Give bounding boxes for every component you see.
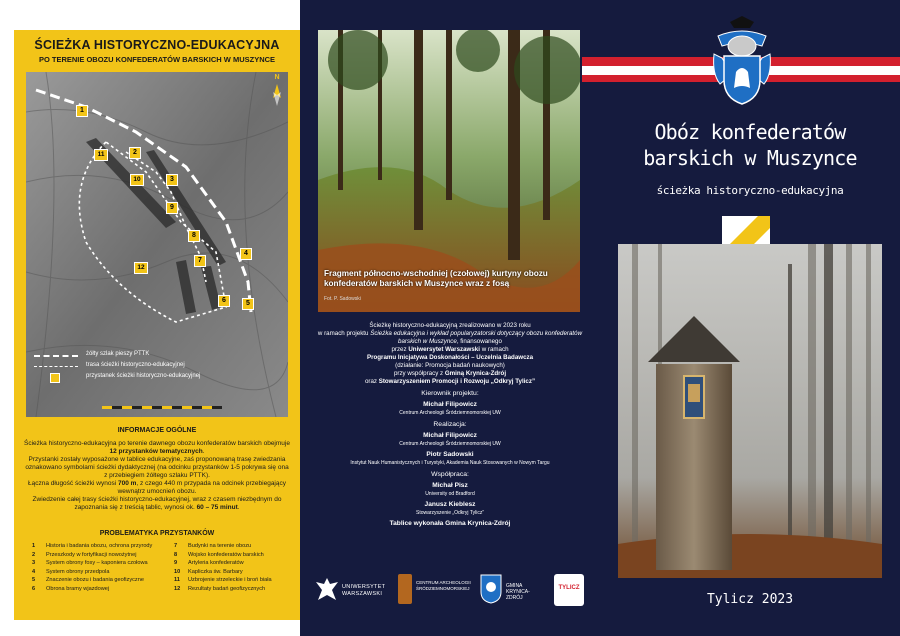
problem-item	[174, 559, 304, 568]
map-scale-bar	[102, 406, 222, 409]
legend-line-trail	[34, 366, 78, 367]
problem-item	[174, 585, 304, 594]
legend-item-stop	[34, 372, 284, 383]
program-name: Programu Inicjatywa Doskonałości – Uczelnia Badawcza	[366, 354, 534, 361]
problem-text: Obrona bramy wjazdowej	[46, 585, 110, 592]
info-paragraph-2: Przystanki zostały wyposażone w tablice edukacyjne, zaś proponowaną trasę zwiedzania oznakowano symbolami ścieżki dydaktycznej (na odcinku przystanków 1-5 pokrywa się ona z przebiegiem żółtego szlaku PTTK).	[25, 456, 289, 479]
info-p3-c: , z czego 440 m przypada na odcinek przebiegający wewnątrz umocnień obozu.	[117, 480, 286, 495]
problems-left-column	[32, 542, 162, 594]
problem-text: System obrony przedpola	[46, 568, 110, 575]
problem-item	[32, 542, 162, 551]
problem-item	[174, 542, 304, 551]
problem-number: 12	[174, 585, 181, 592]
gmina-logo	[480, 574, 546, 608]
stop-marker-4-label: 4	[244, 250, 248, 257]
project-info-line-1: Ścieżkę historyczno-edukacyjną zrealizowano w 2023 roku	[369, 322, 531, 329]
project-info	[310, 322, 590, 528]
manager-affiliation: Centrum Archeologii Śródziemnomorskiej UW	[399, 410, 501, 416]
partner-gmina: Gminą Krynica-Zdrój	[444, 370, 507, 377]
map-legend	[34, 350, 284, 383]
problem-number: 9	[174, 560, 178, 567]
main-title-line-2: barskich w Muszynce	[643, 146, 857, 170]
problem-number: 2	[32, 551, 36, 558]
stop-marker-4[interactable]	[240, 248, 252, 260]
info-paragraph-1	[24, 440, 290, 456]
info-p4-c: .	[237, 504, 240, 511]
info-p4-b: 60 – 75 minut	[196, 504, 238, 511]
cooperation-label: Współpraca:	[431, 471, 469, 478]
photo-credit: Fot. P. Sadowski	[324, 296, 361, 302]
problem-text: Budynki na terenie obozu	[188, 543, 252, 549]
stop-marker-9[interactable]	[166, 202, 178, 214]
legend-stop-marker	[50, 373, 60, 383]
problem-number: 5	[32, 577, 36, 584]
eagle-icon	[314, 576, 340, 606]
stop-marker-6[interactable]	[218, 295, 230, 307]
photo-caption: Fragment północno-wschodniej (czołowej) kurtyny obozu konfederatów barskich w Muszynce wraz z fosą	[324, 269, 548, 288]
info-title: INFORMACJE OGÓLNE	[117, 427, 197, 434]
stop-marker-1[interactable]	[76, 105, 88, 117]
project-name: Ścieżka edukacyjna i wykład popularyzatorski dotyczący obozu konfederatów barskich w Muszynce	[370, 330, 583, 345]
project-info-line-3	[310, 346, 590, 354]
problem-number: 8	[174, 551, 178, 558]
stop-marker-12-label: 12	[137, 264, 145, 271]
project-info-p6: przy współpracy z	[393, 370, 444, 377]
coat-of-arms-icon	[710, 14, 774, 108]
partner-association: Stowarzyszeniem Promocji i Rozwoju „Odkryj Tylicz”	[378, 378, 536, 385]
centrum-logo-text: CENTRUM ARCHEOLOGII ŚRÓDZIEMNOMORSKIEJ	[416, 580, 471, 591]
info-p3-a: Łączna długość ścieżki wynosi	[28, 480, 118, 487]
stop-marker-8-label: 8	[192, 232, 196, 239]
problem-text: Wojsko konfederatów barskich	[188, 551, 264, 558]
trail-map	[26, 72, 288, 417]
manager-label: Kierownik projektu:	[421, 390, 479, 397]
problem-text: Znaczenie obozu i badania geofizyczne	[46, 577, 144, 584]
problem-item	[32, 585, 162, 594]
problem-text: Rezultaty badań geofizycznych	[188, 585, 266, 592]
problem-item	[32, 568, 162, 577]
problem-text: Przeszkody w fortyfikacji nowożytnej	[46, 551, 137, 558]
realization-affiliation-1: Centrum Archeologii Śródziemnomorskiej UW	[399, 441, 501, 447]
left-panel-subtitle: PO TERENIE OBOZU KONFEDERATÓW BARSKICH W MUSZYNCE	[38, 55, 276, 64]
problems-title: PROBLEMATYKA PRZYSTANKÓW	[99, 530, 215, 537]
stop-marker-9-label: 9	[170, 204, 174, 211]
stop-marker-11[interactable]	[94, 149, 108, 161]
uw-logo-text: UNIWERSYTET WARSZAWSKI	[342, 584, 386, 597]
program-action: (działanie: Promocja badań naukowych)	[395, 362, 505, 369]
problem-number: 7	[174, 543, 178, 549]
problem-text: Historia i badania obozu, ochrona przyrody	[46, 543, 153, 549]
centrum-logo	[398, 574, 474, 608]
stop-marker-7-label: 7	[198, 257, 202, 264]
shrine-photo-graphic	[618, 244, 882, 578]
main-subtitle: ścieżka historyczno-edukacyjna	[656, 184, 844, 197]
project-info-p2-end: , finansowanego	[456, 338, 502, 345]
problem-number: 10	[174, 568, 181, 575]
problem-item	[32, 551, 162, 560]
stop-marker-8[interactable]	[188, 230, 200, 242]
stop-marker-10-label: 10	[133, 176, 141, 183]
tylicz-logo	[554, 574, 584, 606]
main-title-line-1: Obóz konfederatów	[654, 120, 846, 144]
problem-number: 3	[32, 560, 36, 567]
stop-marker-3[interactable]	[166, 174, 178, 186]
coat-of-arms	[710, 14, 774, 108]
stop-marker-3-label: 3	[170, 176, 174, 183]
project-info-p2: w ramach projektu	[317, 330, 369, 337]
legend-item-trail	[34, 361, 284, 372]
problem-item	[174, 576, 304, 585]
info-p1-c: .	[202, 448, 205, 455]
problem-text: Kapliczka św. Barbary	[188, 568, 243, 575]
manager-name: Michał Filipowicz	[423, 401, 477, 408]
gmina-logo-text: GMINA KRYNICA-ZDRÓJ	[506, 583, 530, 601]
info-paragraph-3	[24, 480, 290, 496]
info-paragraph-4	[24, 496, 290, 512]
problem-item	[32, 559, 162, 568]
partner-logos	[312, 572, 588, 612]
cooperation-affiliation-1: University od Bradford	[425, 491, 475, 497]
cooperation-affiliation-2: Stowarzyszenie „Odkryj Tylicz”	[416, 510, 484, 516]
problem-item	[174, 568, 304, 577]
stop-marker-11-label: 11	[97, 151, 105, 158]
legend-item-pttk	[34, 350, 284, 361]
problem-item	[174, 551, 304, 560]
problem-text: Uzbrojenie strzeleckie i broń biała	[188, 577, 272, 584]
info-text	[24, 440, 290, 512]
problem-item	[32, 576, 162, 585]
legend-line-pttk	[34, 355, 78, 357]
project-info-p7: oraz	[364, 378, 377, 385]
left-panel-title: ŚCIEŻKA HISTORYCZNO-EDUKACYJNA	[34, 38, 280, 52]
stop-marker-5[interactable]	[242, 298, 254, 310]
problem-number: 11	[174, 577, 180, 584]
problem-number: 4	[32, 568, 36, 575]
problem-text: System obrony fosy – kaponiera czołowa	[46, 560, 148, 567]
compass-icon	[270, 84, 284, 106]
legend-label-stop: przystanek ścieżki historyczno-edukacyjnej	[86, 373, 201, 379]
realization-affiliation-2: Instytut Nauk Humanistycznych i Turystyki, Akademia Nauk Stosowanych w Nowym Targu	[350, 460, 550, 466]
project-info-line-7	[310, 378, 590, 386]
legend-label-trail: trasa ścieżki historyczno-edukacyjnej	[86, 362, 185, 368]
gmina-shield-icon	[480, 574, 502, 604]
stop-marker-5-label: 5	[246, 300, 250, 307]
stop-marker-7[interactable]	[194, 255, 206, 267]
project-info-line-6	[310, 370, 590, 378]
project-info-line-2	[310, 330, 590, 346]
uw-logo	[314, 576, 386, 606]
stop-marker-6-label: 6	[222, 297, 226, 304]
realization-name-2: Piotr Sadowski	[426, 451, 474, 458]
stop-marker-2-label: 2	[133, 149, 137, 156]
project-info-p3: przez	[391, 346, 407, 353]
stop-marker-10[interactable]	[130, 174, 144, 186]
info-p1-a: Ścieżka historyczno-edukacyjna po terenie dawnego obozu konfederatów barskich obejmuje	[24, 440, 290, 447]
boards-credit: Tablice wykonała Gmina Krynica-Zdrój	[389, 520, 511, 527]
tylicz-logo-text: TYLICZ	[558, 585, 580, 591]
problem-number: 1	[32, 543, 36, 549]
realization-label: Realizacja:	[433, 421, 467, 428]
info-p4-a: Zwiedzenie całej trasy ścieżki historyczno-edukacyjnej, wraz z czasem niezbędnym do zapoznania się z treścią tablic, wynosi ok.	[32, 496, 282, 511]
problems-right-column	[174, 542, 304, 594]
footer-place-year: Tylicz 2023	[706, 592, 794, 607]
shrine-photo	[618, 244, 882, 578]
centrum-emblem-icon	[398, 574, 412, 604]
realization-name-1: Michał Filipowicz	[423, 432, 477, 439]
problem-number: 6	[32, 585, 36, 592]
problem-text: Artyleria konfederatów	[188, 560, 244, 567]
stop-marker-1-label: 1	[80, 107, 84, 114]
north-arrow	[270, 74, 284, 110]
north-label: N	[274, 74, 280, 81]
legend-label-pttk: żółty szlak pieszy PTTK	[86, 351, 150, 357]
stop-marker-12[interactable]	[134, 262, 148, 274]
cooperation-name-1: Michał Pisz	[432, 482, 468, 489]
left-panel	[14, 30, 300, 620]
cooperation-name-2: Janusz Kieblesz	[424, 501, 476, 508]
info-p3-b: 700 m	[117, 480, 137, 487]
university-name: Uniwersytet Warszawski	[408, 346, 480, 353]
stop-marker-2[interactable]	[129, 147, 141, 159]
info-p1-b: 12 przystanków tematycznych	[109, 448, 203, 455]
project-info-p3-end: w ramach	[481, 346, 509, 353]
